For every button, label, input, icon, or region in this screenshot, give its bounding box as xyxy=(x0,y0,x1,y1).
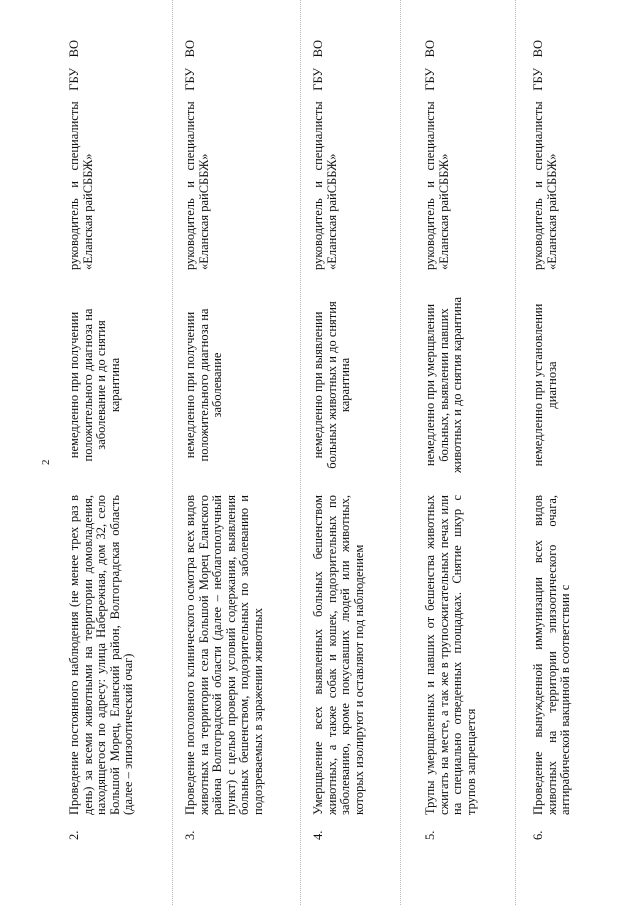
row-divider xyxy=(400,0,401,905)
row-number: 3. xyxy=(183,830,197,840)
measure-description: Проведение поголовного клинического осмотра всех видов животных на территории села Большой Морец Еланского района Волгоградской области (далее – неблагополучный пункт) с целью проверки условий содержания, выявления больных бешенством, подозрительных по заболеванию и подозреваемых в заражении животных xyxy=(183,495,265,815)
measure-description: Проведение постоянного наблюдения (не менее трех раз в день) за всеми животными на территории домовладения, находящегося по адресу: улица Набережная, дом 32, село Большой Морец, Еланский район, Волгоградская область (далее – эпизоотический очаг) xyxy=(67,495,136,815)
measure-timing: немедленно при получении положительного диагноза на заболевание xyxy=(183,308,225,462)
measure-timing: немедленно при умерщвлении больных, выявлении павших животных и до снятия карантина xyxy=(423,296,465,474)
measure-timing: немедленно при установлении диагноза xyxy=(531,303,559,467)
measure-description: Трупы умерщвленных и павших от бешенства животных сжигать на месте, а так же в трупосжигательных печах или на специально отведенных площадках. Снятие шкур с трупов запрещается xyxy=(423,495,478,815)
row-divider xyxy=(300,0,301,905)
measure-responsible: руководитель и специалисты ГБУ ВО «Еланская райСББЖ» xyxy=(183,40,211,270)
measure-responsible: руководитель и специалисты ГБУ ВО «Еланская райСББЖ» xyxy=(531,40,559,270)
row-number: 6. xyxy=(531,830,545,840)
row-divider xyxy=(172,0,173,905)
measure-description: Умерщвление всех выявленных больных бешенством животных, а также собак и кошек, подозрительных по заболеванию, кроме покусавших людей или животных, которых изолируют и оставляют под наблюдением xyxy=(311,495,366,815)
measure-responsible: руководитель и специалисты ГБУ ВО «Еланская райСББЖ» xyxy=(311,40,339,270)
row-divider xyxy=(515,0,516,905)
row-number: 5. xyxy=(423,830,437,840)
measure-responsible: руководитель и специалисты ГБУ ВО «Еланская райСББЖ» xyxy=(67,40,95,270)
measure-responsible: руководитель и специалисты ГБУ ВО «Еланская райСББЖ» xyxy=(423,40,451,270)
page-number: 2 xyxy=(40,459,52,465)
measure-description: Проведение вынужденной иммунизации всех видов животных на территории эпизоотического очага, антирабической вакциной в соответствии с xyxy=(531,495,573,815)
row-number: 4. xyxy=(311,830,325,840)
measure-timing: немедленно при получении положительного диагноза на заболевание и до снятия карантина xyxy=(67,308,122,462)
row-number: 2. xyxy=(67,830,81,840)
measure-timing: немедленно при выявлении больных животных и до снятия карантина xyxy=(311,301,353,469)
